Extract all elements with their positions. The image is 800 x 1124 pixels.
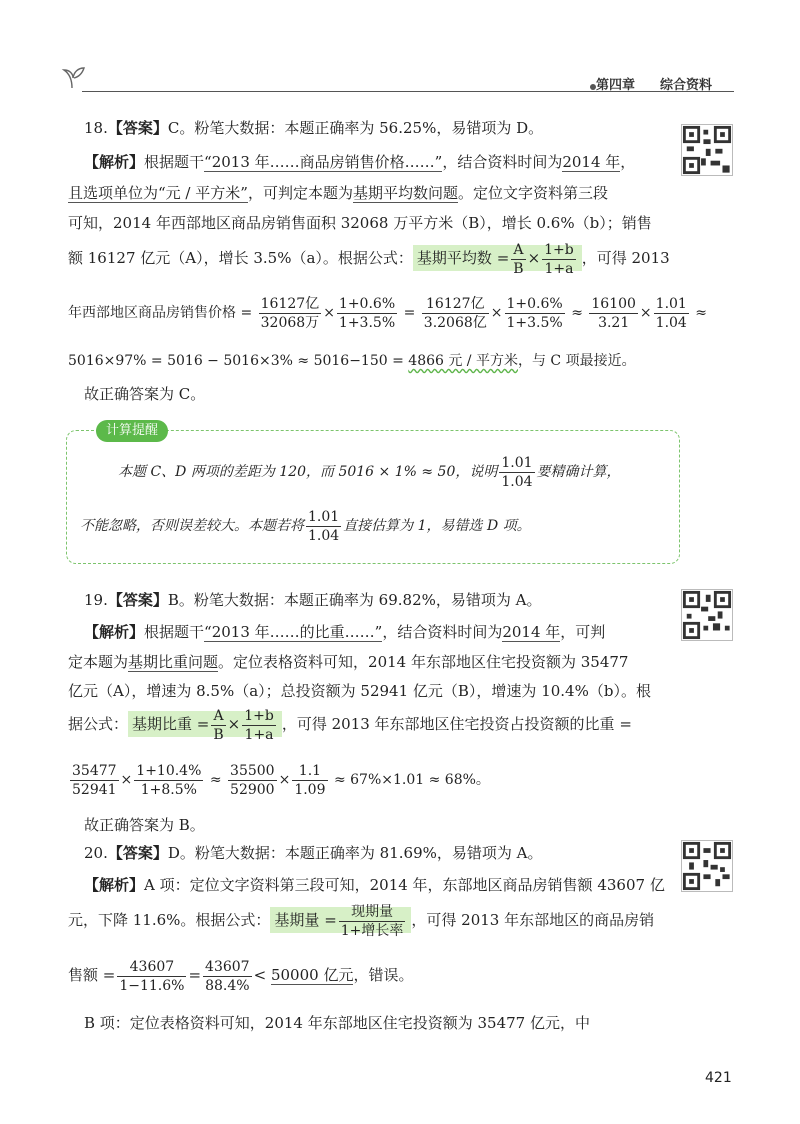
denominator: 52900 [230, 781, 275, 798]
numerator: 现期量 [339, 903, 406, 922]
answer-line-18: 18.【答案】C。粉笔大数据：本题正确率为 56.25%，易错项为 D。 [84, 119, 544, 137]
analysis-line: 【解析】根据题干“2013 年……商品房销售价格……”，结合资料时间为2014 年， [84, 153, 636, 171]
formula-highlight: 基期比重 = $\frac{A}{B}$ × $\frac{1+b}{1+a}$ [128, 711, 282, 737]
denominator: 1.04 [308, 527, 340, 544]
fraction [117, 958, 186, 995]
denominator: B [213, 726, 224, 743]
formula-highlight: 基期量 = $\frac{\text{现期量}}{\text{1+增长率}}$ [270, 907, 411, 933]
fraction [211, 707, 225, 744]
fraction [242, 707, 276, 744]
numerator: 35477 [72, 762, 117, 779]
formula-line: 售额 = $\frac{43607}{1-11.6\%}$ = $\frac{43607}{88.4\%}$ < 50000 亿元，错误。 [68, 958, 414, 994]
denominator: 1+8.5% [140, 781, 197, 798]
numerator: 16100 [591, 295, 636, 312]
leaf-icon [60, 60, 88, 90]
analysis-tag: 【解析】 [84, 876, 145, 894]
header-rule [82, 91, 734, 92]
numerator: 1.1 [292, 762, 327, 781]
fraction [589, 295, 638, 332]
qr-code-icon[interactable] [681, 589, 733, 641]
analysis-line: 定本题为基期比重问题。定位表格资料可知，2014 年东部地区住宅投资额为 35477 [68, 653, 629, 671]
denominator: 1.09 [294, 781, 326, 798]
fraction [422, 295, 489, 332]
fraction [337, 295, 397, 332]
qr-code-icon[interactable] [681, 840, 733, 892]
numerator: 1+10.4% [136, 762, 202, 779]
analysis-line: 且选项单位为“元 / 平方米”，可判定本题为基期平均数问题。定位文字资料第三段 [68, 184, 608, 202]
numerator: 1+b [544, 241, 574, 258]
fraction [339, 903, 406, 940]
denominator: 1.04 [501, 473, 533, 490]
analysis-tag: 【解析】 [84, 623, 145, 641]
denominator: 3.21 [598, 314, 630, 331]
analysis-line: 【解析】A 项：定位文字资料第三段可知，2014 年，东部地区商品房销售额 43607 亿 [84, 876, 665, 894]
numerator: 1.01 [308, 508, 340, 525]
numerator: 1.01 [501, 454, 533, 471]
fraction [505, 295, 565, 332]
numerator: 1+0.6% [338, 295, 396, 312]
chapter-label: 第四章 [596, 78, 636, 93]
calc-reminder-tag: 计算提醒 [96, 420, 168, 442]
analysis-line: 亿元（A），增速为 8.5%（a）；总投资额为 52941 亿元（B），增速为 10.4%（b）。根 [68, 682, 651, 700]
fraction [499, 454, 534, 491]
formula-line: 据公式： 基期比重 = $\frac{A}{B}$ × $\frac{1+b}{1+a}$ ，可得 2013 年东部地区住宅投资占投资额的比重 = [68, 707, 632, 743]
numerator: A [511, 241, 525, 260]
numerator: 1+0.6% [506, 295, 563, 312]
denominator: 1−11.6% [119, 977, 185, 994]
numerator: 43607 [205, 958, 250, 975]
calc-reminder-line: 不能忽略，否则误差较大。本题若将 $\frac{1.01}{1.04}$ 直接估算为 1，易错选 D 项。 [80, 508, 531, 544]
analysis-line: 【解析】根据题干“2013 年……的比重……”，结合资料时间为2014 年，可判 [84, 623, 606, 641]
denominator: 88.4% [205, 977, 250, 994]
answer-tag: 【答案】 [107, 591, 168, 609]
fraction [542, 241, 576, 278]
denominator: 1+3.5% [338, 314, 396, 331]
analysis-line: 5016×97% = 5016 − 5016×3% ≈ 5016−150 = 4866 元 / 平方米，与 C 项最接近。 [68, 353, 636, 369]
page-number: 421 [705, 1070, 732, 1086]
formula-line: 元，下降 11.6%。根据公式： 基期量 = $\frac{\text{现期量}}{\text{1+增长率}}$ ，可得 2013 年东部地区的商品房销 [68, 903, 655, 939]
numerator: A [211, 707, 225, 726]
qr-code-icon[interactable] [681, 124, 733, 176]
fraction [511, 241, 525, 278]
denominator: B [513, 260, 524, 277]
formula-line: 额 16127 亿元（A），增长 3.5%（a）。根据公式： 基期平均数 = $\frac{A}{B}$ × $\frac{1+b}{1+a}$ ，可得 2013 [68, 241, 670, 277]
fraction [228, 762, 277, 799]
numerator: 35500 [230, 762, 275, 779]
analysis-line: 可知，2014 年西部地区商品房销售面积 32068 万平方米（B），增长 0.6%（b）；销售 [68, 214, 652, 232]
fraction [306, 508, 341, 545]
denominator: 1+a [544, 260, 574, 277]
numerator: 43607 [117, 958, 186, 977]
denominator: 1+a [244, 726, 274, 743]
answer-line-20: 20.【答案】D。粉笔大数据：本题正确率为 81.69%，易错项为 A。 [84, 844, 543, 862]
answer-tag: 【答案】 [107, 844, 168, 862]
fraction [259, 295, 322, 332]
fraction [292, 762, 327, 799]
analysis-line: B 项：定位表格资料可知，2014 年东部地区住宅投资额为 35477 亿元，中 [84, 1014, 590, 1032]
denominator: 1.04 [655, 314, 687, 331]
fraction [203, 958, 252, 995]
numerator: 1+b [244, 707, 274, 724]
analysis-tag: 【解析】 [84, 153, 145, 171]
conclusion-line: 故正确答案为 C。 [84, 385, 206, 403]
formula-line: 年西部地区商品房销售价格 = $\frac{\text{16127亿}}{\text{32068万}}$ × $\frac{1+0.6\%}{1+3.5\%}$ = $\frac{\text{16127亿}}{\text{3.2068亿}}$ × $\frac{1+0.6\%}{1+3.5\%}$ ≈ $\frac{16100}{3.21}$ × $\frac{1.01}{1.04}$ ≈ [68, 295, 708, 331]
denominator: 32068万 [260, 314, 320, 331]
numerator: 16127亿 [422, 295, 489, 314]
denominator: 3.2068亿 [423, 314, 487, 331]
fraction [134, 762, 203, 799]
denominator: 1+3.5% [506, 314, 563, 331]
denominator: 52941 [72, 781, 117, 798]
denominator: 1+增长率 [340, 922, 404, 939]
numerator: 1.01 [655, 295, 687, 312]
fraction [654, 295, 689, 332]
calc-reminder-line: 本题 C、D 两项的差距为 120，而 5016 × 1% ≈ 50，说明 $\frac{1.01}{1.04}$ 要精确计算， [118, 454, 621, 490]
numerator: 16127亿 [260, 295, 320, 312]
fraction [70, 762, 119, 799]
answer-tag: 【答案】 [107, 119, 168, 137]
formula-highlight: 基期平均数 = $\frac{A}{B}$ × $\frac{1+b}{1+a}$ [413, 245, 582, 271]
conclusion-line: 故正确答案为 B。 [84, 816, 205, 834]
answer-line-19: 19.【答案】B。粉笔大数据：本题正确率为 69.82%，易错项为 A。 [84, 591, 542, 609]
formula-line: $\frac{35477}{52941}$ × $\frac{1+10.4\%}{1+8.5\%}$ ≈ $\frac{35500}{52900}$ × $\frac{1.1}{1.09}$ ≈ 67%×1.01 ≈ 68%。 [72, 762, 490, 798]
chapter-title: 综合资料 [660, 78, 713, 93]
